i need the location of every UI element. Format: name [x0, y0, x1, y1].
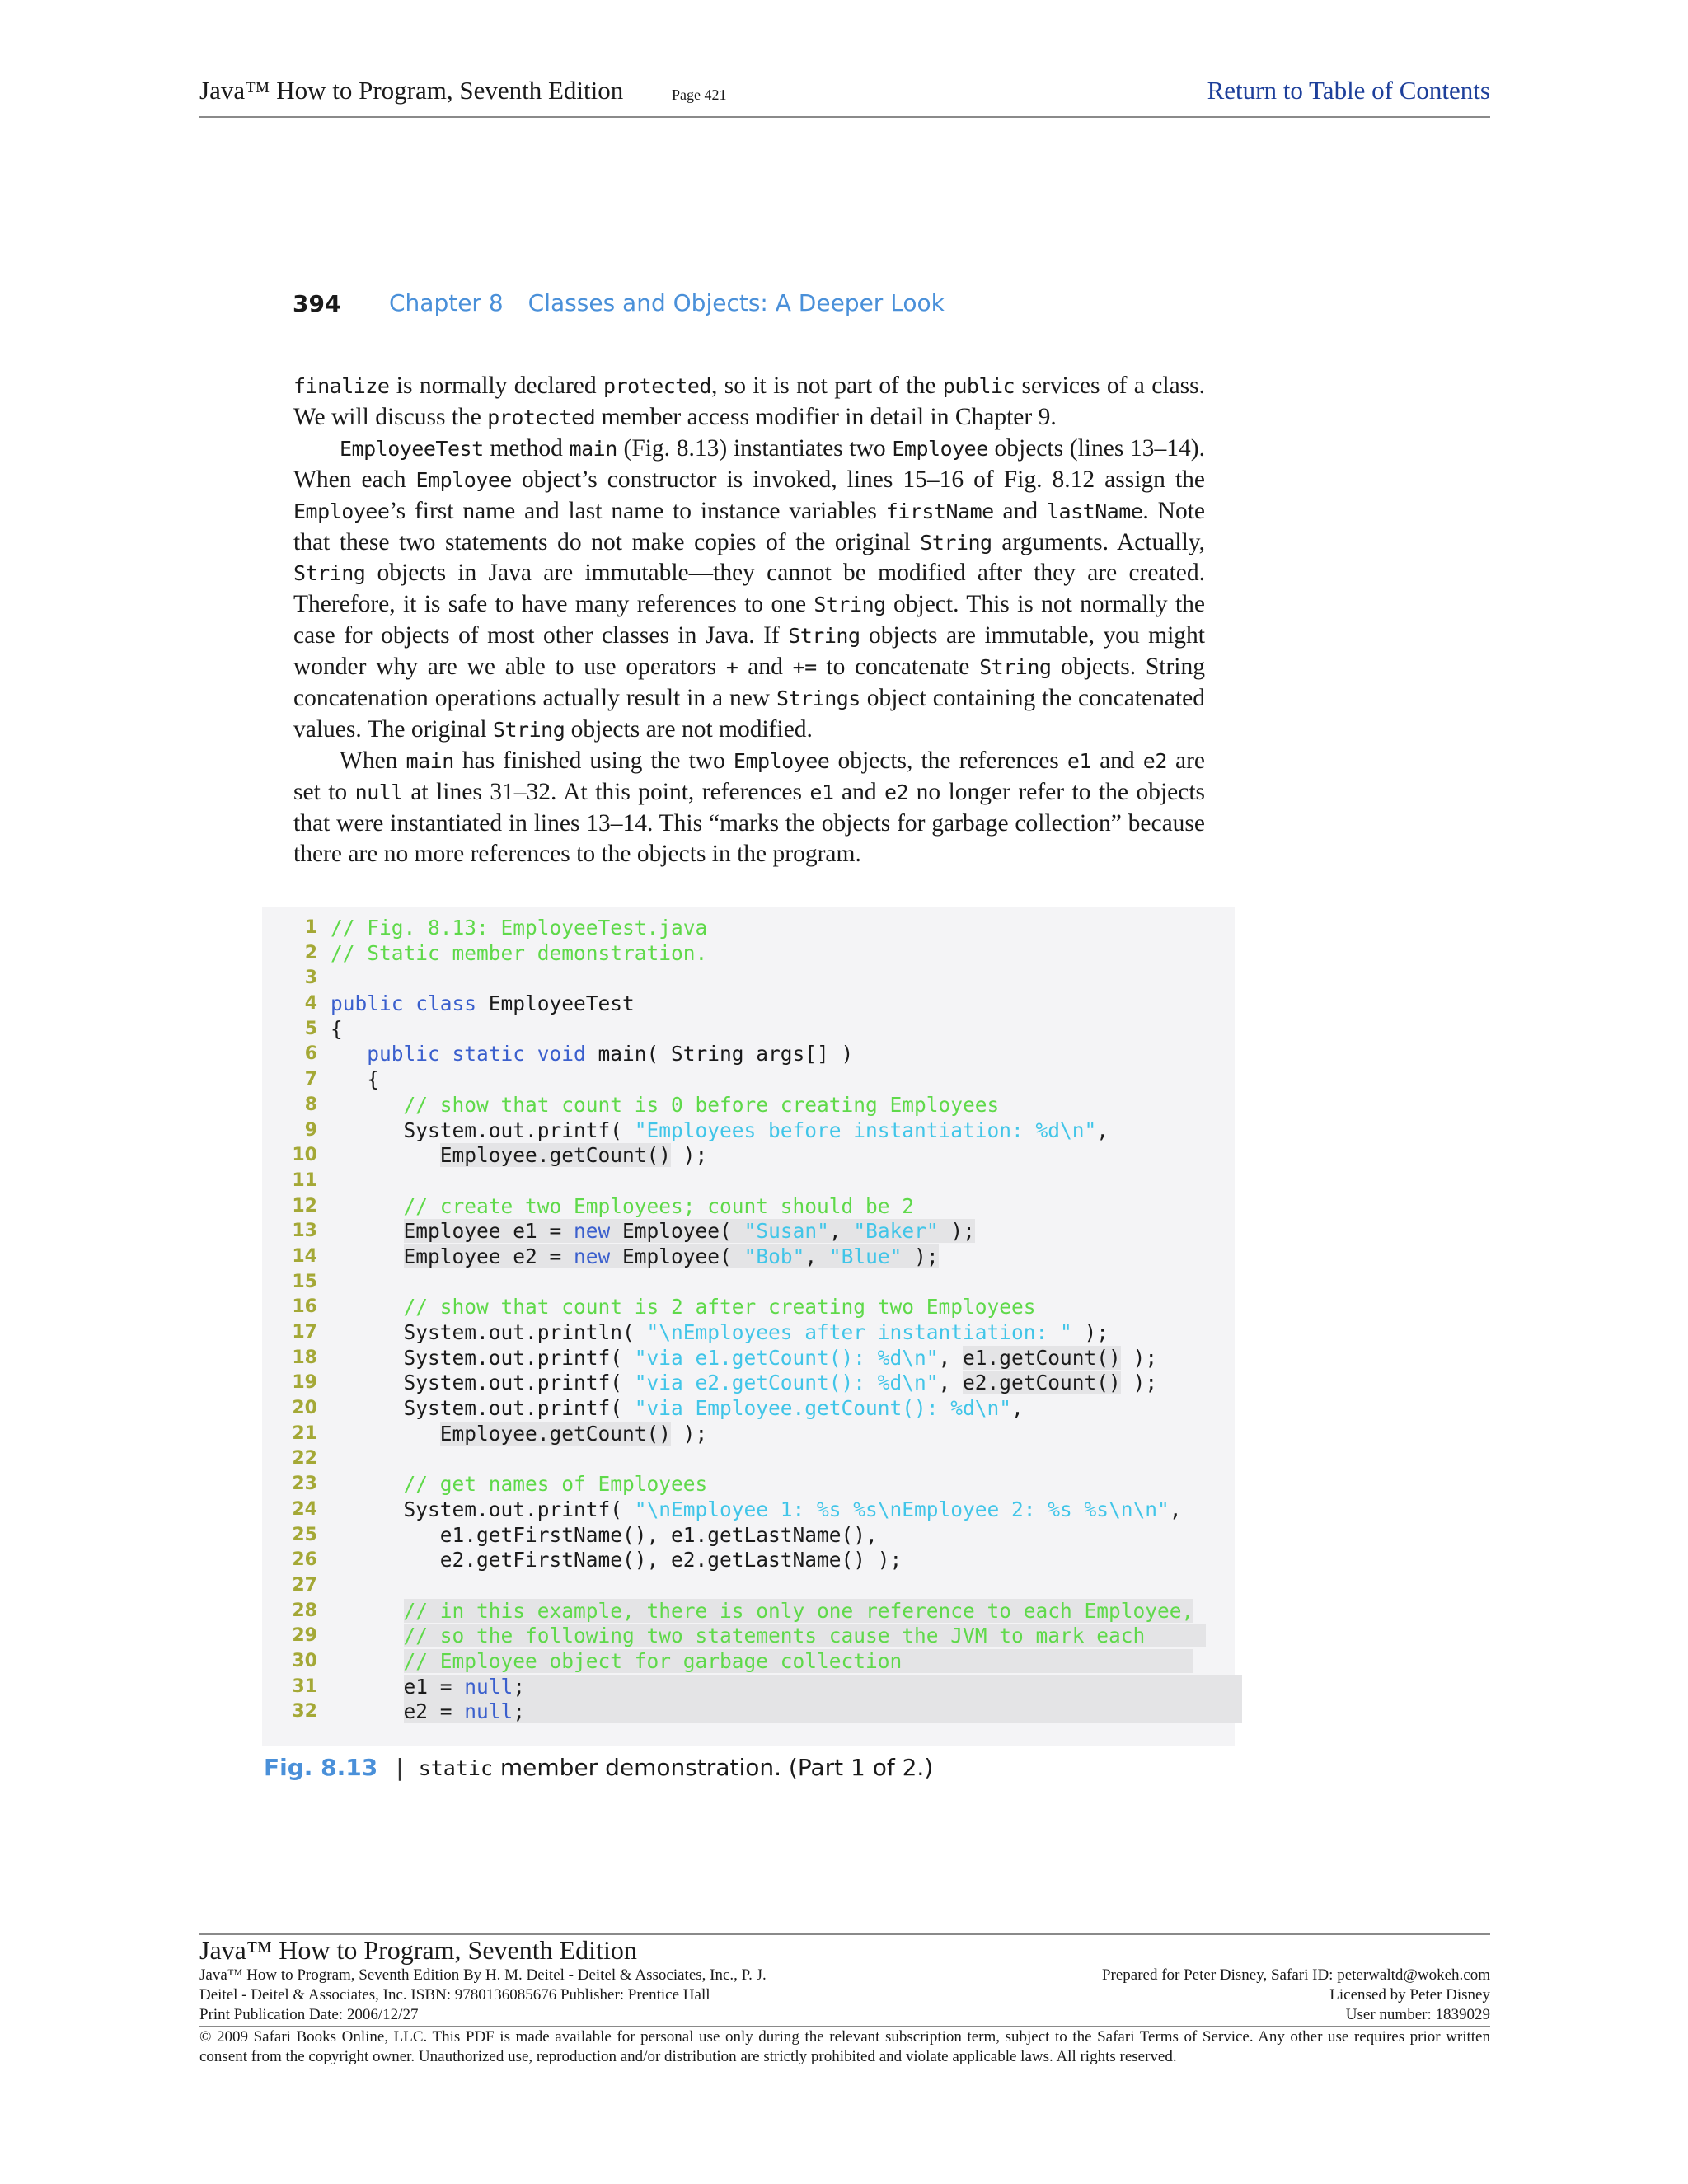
figure-label: Fig. 8.13: [264, 1754, 378, 1781]
text-run: has finished using the two: [453, 747, 734, 774]
code-source: [331, 1118, 1109, 1144]
code-line: [262, 1548, 1235, 1573]
text-run: , so it is not part of the: [710, 373, 943, 399]
code-line: [262, 1396, 1235, 1422]
code-line: [262, 1219, 1235, 1244]
line-number: 22: [292, 1448, 317, 1469]
footer-line: [199, 1966, 1490, 1985]
line-number: 24: [292, 1498, 317, 1520]
code-token: "via Employee.getCount(): %d\n": [634, 1396, 1012, 1421]
text-run: to concatenate: [816, 654, 980, 681]
code-token: Employee e2 =: [403, 1244, 574, 1268]
code-line: [262, 1143, 1235, 1169]
inline-code: e2: [884, 780, 909, 804]
line-number: 2: [304, 942, 317, 963]
code-source: [331, 1143, 707, 1169]
paragraph: [293, 434, 1205, 746]
line-number: 28: [292, 1600, 317, 1621]
code-token: {: [331, 1016, 343, 1041]
line-number: 15: [292, 1271, 317, 1292]
code-source: [331, 1017, 343, 1043]
line-number: 9: [304, 1119, 317, 1141]
code-token: ,: [1169, 1497, 1182, 1521]
code-token: [331, 1422, 440, 1446]
line-number: 21: [292, 1422, 317, 1444]
page-reference: Page 421: [672, 87, 727, 103]
code-token: // Static member demonstration.: [331, 940, 708, 965]
inline-code: main: [406, 748, 454, 773]
code-token: {: [331, 1067, 380, 1092]
code-token: Employee.getCount(): [439, 1143, 672, 1168]
text-run: services of a class. We will discuss the: [293, 373, 1205, 430]
code-token: System.out.printf(: [331, 1118, 635, 1142]
line-number: 31: [292, 1675, 317, 1697]
code-token: "Bob": [743, 1244, 805, 1268]
code-source: [331, 1194, 914, 1220]
code-token: System.out.printf(: [331, 1371, 635, 1395]
code-token: [331, 1599, 404, 1623]
code-source: [331, 1042, 853, 1067]
code-token: e1.getCount(): [963, 1345, 1121, 1370]
code-source: [331, 1624, 1206, 1649]
inline-code: String: [979, 655, 1052, 680]
code-line: [262, 1573, 1235, 1599]
code-token: Employee(: [610, 1219, 744, 1244]
code-token: e2 =: [403, 1699, 465, 1724]
line-number: 8: [304, 1094, 317, 1115]
line-number: 1: [304, 917, 317, 938]
inline-code: null: [354, 780, 403, 804]
line-number: 11: [292, 1169, 317, 1191]
code-source: [331, 991, 635, 1017]
code-token: new: [574, 1244, 611, 1268]
code-token: [331, 1244, 404, 1268]
inline-code: public: [942, 374, 1015, 398]
code-token: e1.getFirstName(), e1.getLastName(),: [331, 1522, 878, 1547]
text-run: are set to: [293, 747, 1205, 805]
inline-code: String: [920, 530, 992, 555]
line-number: 5: [304, 1018, 317, 1039]
chapter-number: Chapter 8: [389, 289, 504, 316]
code-line: [262, 1624, 1235, 1649]
line-number: 3: [304, 968, 317, 989]
inline-code: EmployeeTest: [340, 436, 484, 461]
code-token: "\nEmployee 1: %s %s\nEmployee 2: %s %s\n\n": [634, 1497, 1170, 1521]
code-line: [262, 1017, 1235, 1043]
code-line: [262, 1295, 1235, 1320]
code-token: public class: [331, 991, 477, 1016]
text-run: objects, the references: [829, 747, 1067, 774]
inline-code: Strings: [776, 687, 860, 711]
code-token: "Baker": [853, 1219, 939, 1244]
inline-code: finalize: [293, 374, 390, 398]
text-run: arguments. Actually,: [992, 528, 1205, 555]
code-source: [331, 1497, 1182, 1523]
code-token: "\nEmployees after instantiation: ": [646, 1320, 1072, 1344]
footer-line: [199, 2006, 1490, 2024]
line-number: 16: [292, 1296, 317, 1318]
code-source: [331, 1548, 902, 1573]
line-number: 27: [292, 1574, 317, 1596]
code-token: [331, 1624, 404, 1647]
body-text: [293, 371, 1205, 869]
code-token: System.out.printf(: [331, 1345, 635, 1370]
text-run: and: [993, 497, 1047, 524]
text-run: object. This is not normally the case for objects of most other classes in Java. If: [293, 591, 1205, 649]
text-run: . Note that these two statements do not make copies of the original: [293, 497, 1205, 555]
text-run: When: [340, 747, 406, 774]
code-source: [331, 1422, 707, 1447]
line-number: 23: [292, 1474, 317, 1495]
code-source: [331, 1371, 1157, 1396]
chapter-title: Classes and Objects: A Deeper Look: [528, 289, 945, 316]
code-token: ,: [1011, 1396, 1024, 1421]
code-token: );: [1120, 1345, 1158, 1370]
line-number: 19: [292, 1372, 317, 1394]
line-number: 10: [292, 1145, 317, 1166]
code-token: // show that count is 0 before creating Employees: [403, 1092, 1000, 1117]
code-source: [331, 1320, 1109, 1346]
code-line: [262, 1093, 1235, 1118]
code-token: public static void: [367, 1042, 586, 1066]
code-line: [262, 1649, 1235, 1675]
inline-code: e1: [809, 780, 834, 804]
inline-code: protected: [603, 374, 711, 398]
code-token: [331, 1675, 404, 1699]
code-source: [331, 1346, 1157, 1371]
code-token: // get names of Employees: [403, 1472, 708, 1497]
code-source: [331, 1244, 939, 1270]
footer-line: [199, 1986, 1490, 2004]
code-token: EmployeeTest: [476, 991, 635, 1016]
inline-code: e2: [1142, 748, 1167, 773]
line-number: 20: [292, 1398, 317, 1419]
code-line: [262, 991, 1235, 1017]
text-run: ’s first name and last name to instance variables: [389, 497, 886, 524]
code-token: [331, 1093, 404, 1117]
toc-link[interactable]: Return to Table of Contents: [1207, 76, 1490, 105]
text-run: objects are not modified.: [565, 715, 813, 743]
text-run: member access modifier in detail in Chapter 9.: [595, 403, 1057, 430]
inline-code: firstName: [885, 499, 994, 523]
code-line: [262, 941, 1235, 967]
code-token: new: [574, 1219, 611, 1244]
line-number: 25: [292, 1524, 317, 1545]
footer-rule: [199, 2026, 1490, 2027]
code-line: [262, 1194, 1235, 1220]
code-token: e1 =: [403, 1674, 465, 1699]
code-line: [262, 1270, 1235, 1296]
code-source: [331, 916, 707, 941]
code-source: [331, 941, 707, 967]
code-line: [262, 1446, 1235, 1472]
code-token: // in this example, there is only one reference to each Employee,: [403, 1598, 1194, 1623]
line-number: 14: [292, 1245, 317, 1267]
code-token: );: [671, 1143, 708, 1168]
code-token: );: [938, 1219, 975, 1244]
text-run: and: [1090, 747, 1143, 774]
inline-code: Employee: [293, 499, 390, 523]
inline-code: Employee: [415, 467, 512, 492]
code-line: [262, 1244, 1235, 1270]
text-run: object’s constructor is invoked, lines 15–16 of Fig. 8.12 assign the: [511, 466, 1205, 493]
code-line: [262, 1042, 1235, 1067]
code-source: [331, 1219, 975, 1244]
code-token: null: [464, 1674, 513, 1699]
text-run: objects are immutable, you might wonder why are we able to use operators: [293, 622, 1205, 681]
code-token: Employee.getCount(): [439, 1421, 672, 1446]
code-token: System.out.printf(: [331, 1497, 635, 1521]
text-run: objects. String concatenation operations actually result in a new: [293, 654, 1205, 712]
code-line: [262, 966, 1235, 991]
code-token: main( String args[] ): [585, 1042, 854, 1066]
code-token: [331, 1194, 404, 1218]
inline-code: e1: [1067, 748, 1091, 773]
inline-code: protected: [487, 405, 596, 429]
code-token: // Employee object for garbage collection: [403, 1648, 1194, 1673]
code-source: [331, 1675, 1242, 1700]
footer-pub-date: Print Publication Date: 2006/12/27: [199, 2006, 419, 2023]
code-token: );: [1120, 1371, 1158, 1395]
code-source: [331, 1067, 379, 1093]
text-run: object containing the concatenated values. The original: [293, 685, 1205, 743]
figure-caption: [264, 1754, 933, 1781]
code-token: // show that count is 2 after creating two Employees: [403, 1295, 1036, 1319]
code-token: "via e2.getCount(): %d\n": [634, 1371, 939, 1395]
line-number: 13: [292, 1221, 317, 1242]
inline-code: String: [492, 717, 565, 742]
code-line: [262, 1674, 1243, 1700]
code-token: e2.getFirstName(), e2.getLastName() );: [331, 1548, 903, 1572]
code-token: [331, 1472, 404, 1496]
line-number: 30: [292, 1650, 317, 1671]
code-line: [262, 1497, 1235, 1523]
code-token: "Blue": [828, 1244, 903, 1268]
code-source: [331, 1599, 1193, 1624]
code-token: ;: [513, 1674, 1243, 1699]
text-run: at lines 31–32. At this point, references: [402, 778, 810, 805]
code-token: "Susan": [743, 1219, 829, 1244]
footer-title: Java™ How to Program, Seventh Edition: [199, 1935, 637, 1965]
code-token: [331, 1143, 440, 1167]
code-line: [262, 1320, 1235, 1346]
code-line: [262, 916, 1235, 941]
code-token: // so the following two statements cause the JVM to mark each: [403, 1624, 1207, 1648]
code-line: [262, 1699, 1243, 1725]
line-number: 32: [292, 1701, 317, 1722]
code-token: System.out.println(: [331, 1320, 647, 1344]
code-token: System.out.printf(: [331, 1396, 635, 1421]
footer-copyright: © 2009 Safari Books Online, LLC. This PDF is made available for personal use only during the relevant subscription term, subject to the Safari Terms of Service. Any other use requires prior written consent from the copyright owner. Unauthorized use, reproduction and/or distribution are strictly prohibited and violate applicable laws. All rights reserved.: [199, 2028, 1490, 2065]
text-run: method: [483, 434, 570, 462]
line-number: 7: [304, 1069, 317, 1090]
code-token: );: [902, 1244, 939, 1268]
line-number: 18: [292, 1347, 317, 1368]
code-line: [262, 1169, 1235, 1194]
inline-code: +: [725, 655, 738, 680]
code-token: "Employees before instantiation: %d\n": [634, 1118, 1097, 1142]
code-source: [331, 1396, 1024, 1422]
footer-user-number: User number: 1839029: [1345, 2006, 1490, 2023]
code-token: e2.getCount(): [963, 1371, 1121, 1395]
code-token: ,: [804, 1244, 829, 1268]
code-source: [331, 1649, 1193, 1675]
inline-code: main: [569, 436, 617, 461]
line-number: 29: [292, 1625, 317, 1647]
footer-book-info: Java™ How to Program, Seventh Edition By H. M. Deitel - Deitel & Associates, Inc., P. J.: [199, 1966, 767, 1984]
code-token: );: [1071, 1320, 1109, 1344]
code-token: );: [671, 1421, 708, 1446]
text-run: is normally declared: [389, 373, 603, 399]
footer-license: Licensed by Peter Disney: [1329, 1986, 1490, 2004]
inline-code: Employee: [733, 748, 830, 773]
caption-code: static: [418, 1756, 493, 1780]
footer-isbn: Deitel - Deitel & Associates, Inc. ISBN: 9780136085676 Publisher: Prentice Hall: [199, 1986, 710, 2004]
paragraph: [293, 746, 1205, 869]
code-token: Employee(: [610, 1244, 744, 1268]
code-token: Employee e1 =: [403, 1219, 574, 1244]
inline-code: lastName: [1047, 499, 1143, 523]
text-run: no longer refer to the objects that were instantiated in lines 13–14. This “marks the objects for garbage collection” because there are no more references to the objects in the program.: [293, 778, 1206, 867]
code-token: // create two Employees; count should be 2: [403, 1193, 915, 1218]
code-line: [262, 1523, 1235, 1549]
footer-prepared-for: Prepared for Peter Disney, Safari ID: peterwaltd@wokeh.com: [1101, 1966, 1490, 1984]
inline-code: String: [788, 624, 860, 649]
caption-text: member demonstration. (Part 1 of 2.): [493, 1754, 934, 1781]
code-line: [262, 1371, 1235, 1396]
code-token: // Fig. 8.13: EmployeeTest.java: [331, 916, 708, 940]
caption-separator: |: [396, 1754, 404, 1781]
line-number: 4: [304, 993, 317, 1015]
inline-code: Employee: [892, 436, 988, 461]
code-source: [331, 1523, 878, 1549]
text-run: and: [833, 778, 885, 805]
code-token: ,: [1096, 1118, 1109, 1142]
code-token: "via e1.getCount(): %d\n": [634, 1345, 939, 1370]
code-token: ;: [513, 1699, 1243, 1724]
code-token: [331, 1649, 404, 1673]
code-line: [262, 1067, 1235, 1093]
code-line: [262, 1118, 1235, 1144]
code-token: null: [464, 1699, 513, 1724]
code-line: [262, 1422, 1235, 1447]
inline-code: String: [814, 593, 886, 617]
code-token: [331, 1219, 404, 1243]
code-token: [331, 1699, 404, 1723]
book-title: Java™ How to Program, Seventh Edition: [199, 76, 624, 105]
code-token: ,: [828, 1219, 854, 1244]
inline-code: +=: [792, 655, 817, 680]
code-listing: [262, 916, 1243, 1725]
code-token: [331, 1295, 404, 1319]
text-run: (Fig. 8.13) instantiates two: [617, 434, 893, 462]
code-line: [262, 1472, 1235, 1497]
text-run: objects (lines 13–14). When each: [293, 434, 1205, 493]
line-number: 12: [292, 1195, 317, 1216]
line-number: 26: [292, 1549, 317, 1571]
code-token: ,: [938, 1345, 964, 1370]
page-number: 394: [293, 290, 341, 317]
code-source: [331, 1093, 999, 1118]
paragraph: [293, 371, 1205, 434]
code-source: [331, 1699, 1242, 1725]
code-token: ,: [938, 1371, 964, 1395]
code-token: [331, 1042, 367, 1066]
text-run: and: [738, 654, 793, 681]
chapter-heading: [389, 289, 945, 316]
code-source: [331, 1472, 707, 1497]
inline-code: String: [293, 561, 366, 586]
line-number: 17: [292, 1322, 317, 1343]
code-line: [262, 1346, 1235, 1371]
code-line: [262, 1599, 1235, 1624]
header-divider: [199, 116, 1490, 118]
text-run: objects in Java are immutable—they cannot be modified after they are created. Therefore, it is safe to have many references to one: [293, 560, 1205, 618]
code-source: [331, 1295, 1036, 1320]
line-number: 6: [304, 1043, 317, 1065]
